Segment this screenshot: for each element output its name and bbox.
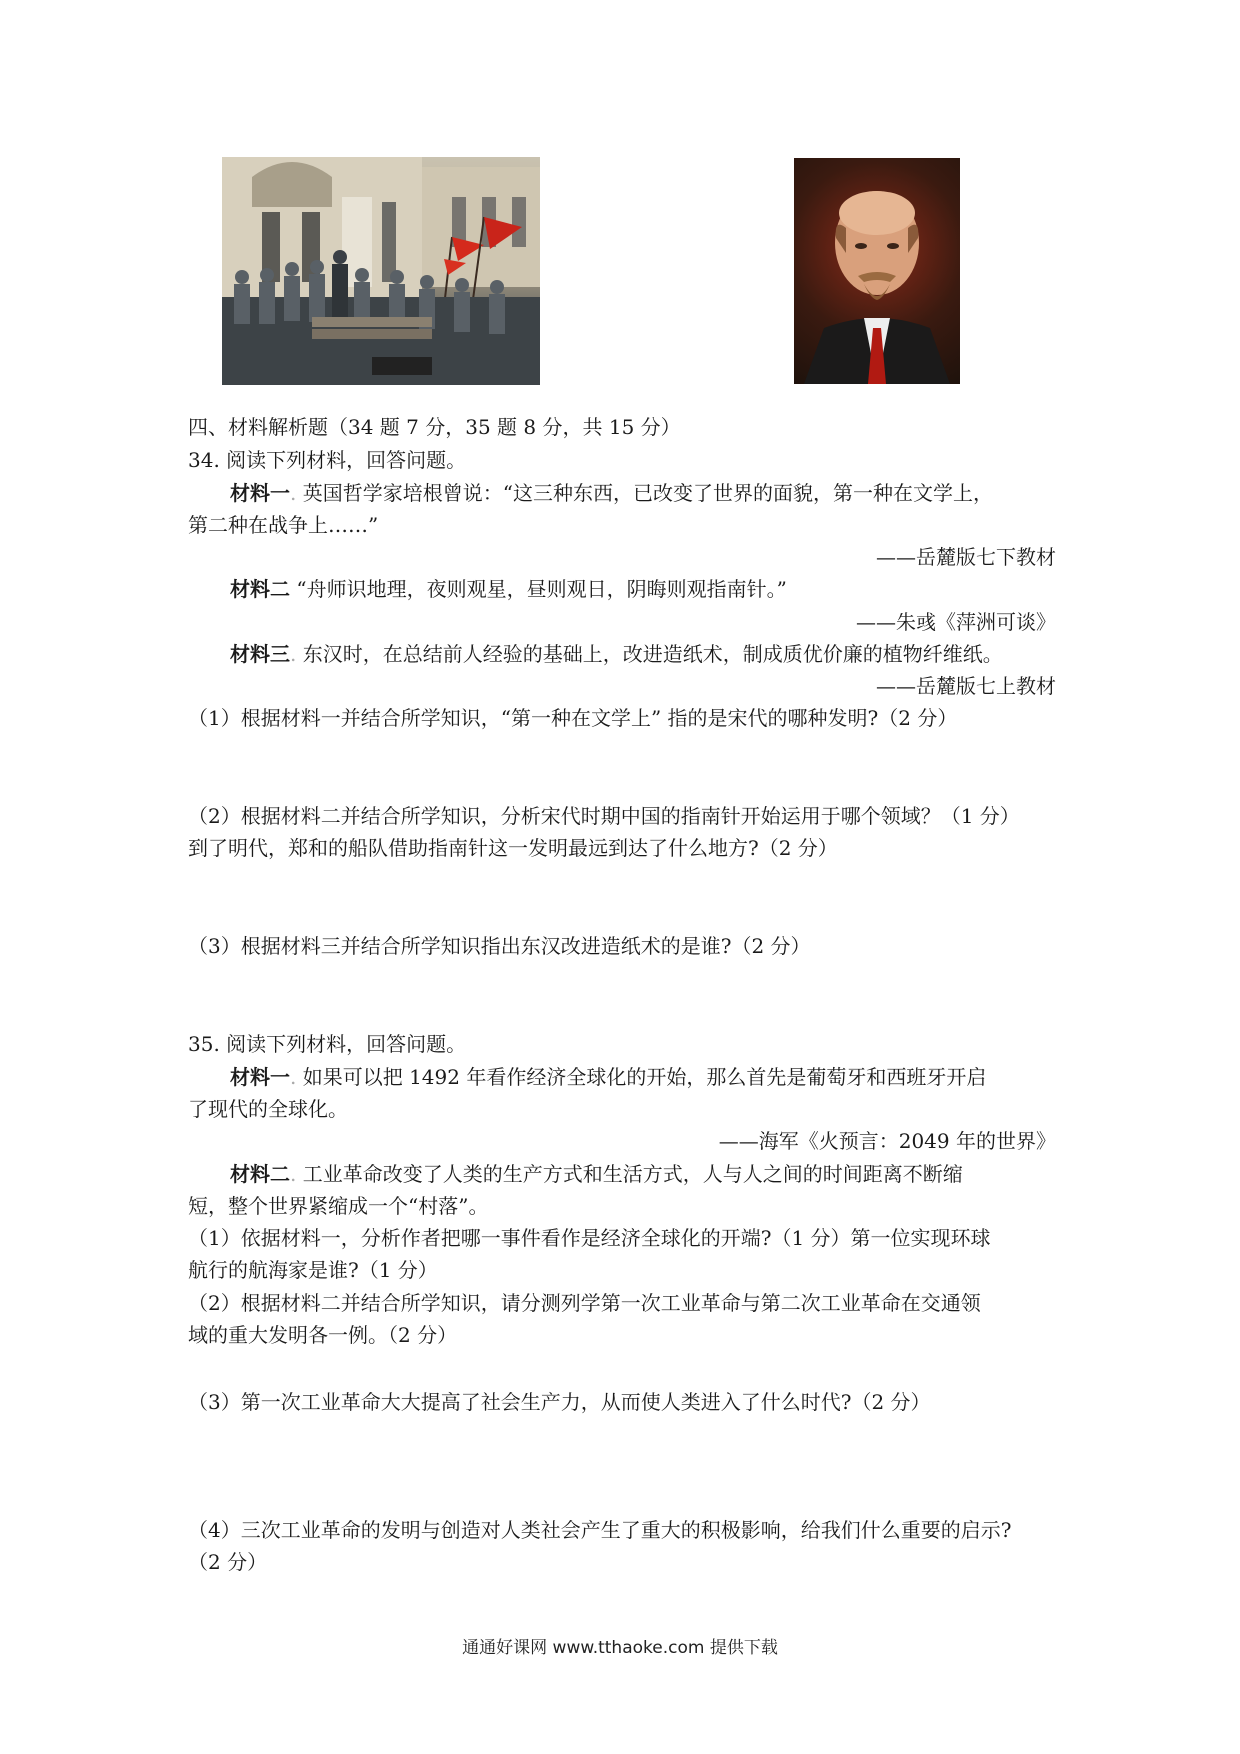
q34-subquestion-1: （1）根据材料一并结合所学知识，“第一种在文学上” 指的是宋代的哪种发明?（2 分） [188,706,958,730]
q34-material-1-line-2: 第二种在战争上……” [188,513,379,537]
q34-material-1-source: ——岳麓版七下教材 [876,545,1056,569]
material-text: 如果可以把 1492 年看作经济全球化的开始，那么首先是葡萄牙和西班牙开启 [302,1065,987,1089]
q34-subquestion-2-line-1: （2）根据材料二并结合所学知识，分析宋代时期中国的指南针开始运用于哪个领域？（1 分） [188,804,1020,828]
q35-subquestion-3: （3）第一次工业革命大大提高了社会生产力，从而使人类进入了什么时代?（2 分） [188,1390,931,1414]
q35-subquestion-1-line-2: 航行的航海家是谁?（1 分） [188,1258,438,1282]
material-label: 材料三 [230,642,290,666]
material-label: 材料一 [230,481,290,505]
q34-subquestion-2-line-2: 到了明代，郑和的船队借助指南针这一发明最远到达了什么地方?（2 分） [188,836,838,860]
q34-material-1-line-1: 材料一. 英国哲学家培根曾说：“这三种东西，已改变了世界的面貌，第一种在文学上， [230,481,993,505]
question-35-stem: 35. 阅读下列材料，回答问题。 [188,1032,467,1056]
q34-material-3-line: 材料三. 东汉时，在总结前人经验的基础上，改进造纸术，制成质优价廉的植物纤维纸。 [230,642,1003,666]
q35-material-1-line-1: 材料一. 如果可以把 1492 年看作经济全球化的开始，那么首先是葡萄牙和西班牙开启 [230,1065,987,1089]
material-text: “舟师识地理，夜则观星，昼则观日，阴晦则观指南针。” [296,577,787,601]
material-label: 材料二 [230,577,290,601]
q35-subquestion-2-line-1: （2）根据材料二并结合所学知识，请分测列学第一次工业革命与第二次工业革命在交通领 [188,1291,981,1315]
question-34-stem: 34. 阅读下列材料，回答问题。 [188,448,467,472]
q34-subquestion-3: （3）根据材料三并结合所学知识指出东汉改进造纸术的是谁?（2 分） [188,934,811,958]
q34-material-2-line [230,575,787,603]
q35-subquestion-2-line-2: 域的重大发明各一例。（2 分） [188,1323,458,1347]
section-title: 四、材料解析题（34 题 7 分，35 题 8 分，共 15 分） [188,415,681,439]
q35-subquestion-4-line-2: （2 分） [188,1550,268,1574]
page-footer: 通通好课网 www.tthaoke.com 提供下载 [462,1638,778,1658]
historical-painting-image [222,157,540,385]
material-label: 材料二 [230,1162,290,1186]
q34-material-2-source: ——朱彧《萍洲可谈》 [856,610,1056,634]
material-text: 东汉时，在总结前人经验的基础上，改进造纸术，制成质优价廉的植物纤维纸。 [302,642,1003,666]
q35-material-1-line-2: 了现代的全球化。 [188,1097,348,1121]
material-text: 英国哲学家培根曾说：“这三种东西，已改变了世界的面貌，第一种在文学上， [302,481,993,505]
q35-material-2-line-2: 短，整个世界紧缩成一个“村落”。 [188,1194,489,1218]
q35-subquestion-4-line-1: （4）三次工业革命的发明与创造对人类社会产生了重大的积极影响，给我们什么重要的启示? [188,1518,1012,1542]
q35-subquestion-1-line-1: （1）依据材料一，分析作者把哪一事件看作是经济全球化的开端?（1 分）第一位实现环球 [188,1226,991,1250]
material-text: 工业革命改变了人类的生产方式和生活方式，人与人之间的时间距离不断缩 [302,1162,963,1186]
portrait-image [794,158,960,384]
q34-material-3-source: ——岳麓版七上教材 [876,674,1056,698]
q35-material-1-source: ——海军《火预言：2049 年的世界》 [718,1129,1056,1153]
q35-material-2-line-1: 材料二. 工业革命改变了人类的生产方式和生活方式，人与人之间的时间距离不断缩 [230,1162,963,1186]
material-label: 材料一 [230,1065,290,1089]
